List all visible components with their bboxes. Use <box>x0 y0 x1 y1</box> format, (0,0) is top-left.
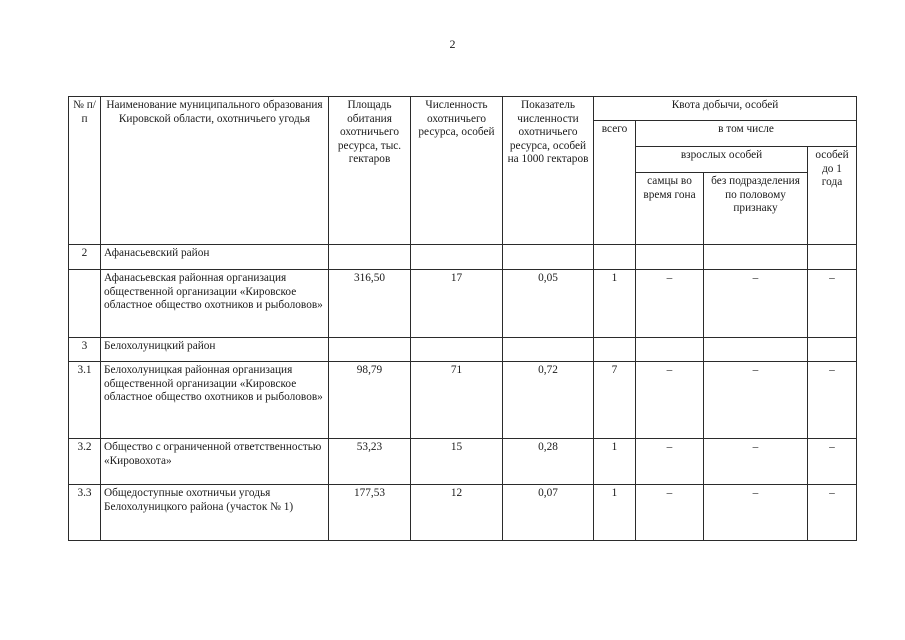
cell-num: 3.3 <box>69 485 101 541</box>
cell-under1 <box>808 338 857 362</box>
cell-males <box>636 245 704 270</box>
cell-density: 0,05 <box>503 270 594 338</box>
cell-count: 17 <box>411 270 503 338</box>
header-num: № п/п <box>69 97 101 245</box>
cell-area: 53,23 <box>329 439 411 485</box>
cell-males: – <box>636 362 704 439</box>
cell-nosex: – <box>704 439 808 485</box>
cell-males: – <box>636 270 704 338</box>
cell-males: – <box>636 439 704 485</box>
header-count: Численность охотничьего ресурса, особей <box>411 97 503 245</box>
cell-name: Общедоступные охотничьи угодья Белохолуницкого района (участок № 1) <box>101 485 329 541</box>
cell-area: 316,50 <box>329 270 411 338</box>
header-nosex: без подразделения по половому признаку <box>704 173 808 245</box>
header-area: Площадь обитания охотничьего ресурса, тыс. гектаров <box>329 97 411 245</box>
header-quota: Квота добычи, особей <box>594 97 857 121</box>
header-under1: особей до 1 года <box>808 147 857 245</box>
cell-density: 0,72 <box>503 362 594 439</box>
cell-under1: – <box>808 439 857 485</box>
cell-total: 1 <box>594 485 636 541</box>
cell-area <box>329 338 411 362</box>
cell-density <box>503 245 594 270</box>
cell-area: 98,79 <box>329 362 411 439</box>
cell-total: 1 <box>594 439 636 485</box>
page-number: 2 <box>449 37 456 51</box>
cell-num: 3.2 <box>69 439 101 485</box>
cell-count: 12 <box>411 485 503 541</box>
cell-name: Белохолуницкий район <box>101 338 329 362</box>
cell-under1: – <box>808 270 857 338</box>
header-males: самцы во время гона <box>636 173 704 245</box>
cell-nosex: – <box>704 485 808 541</box>
cell-total: 7 <box>594 362 636 439</box>
cell-total: 1 <box>594 270 636 338</box>
cell-density: 0,07 <box>503 485 594 541</box>
header-adults: взрослых особей <box>636 147 808 173</box>
cell-count <box>411 338 503 362</box>
cell-num: 3.1 <box>69 362 101 439</box>
cell-name: Афанасьевская районная организация общественной организации «Кировское областное общество охотников и рыболовов» <box>101 270 329 338</box>
cell-density: 0,28 <box>503 439 594 485</box>
cell-name: Общество с ограниченной ответственностью «Кировохота» <box>101 439 329 485</box>
header-density: Показатель численности охотничьего ресурса, особей на 1000 гектаров <box>503 97 594 245</box>
cell-area <box>329 245 411 270</box>
header-name: Наименование муниципального образования Кировской области, охотничьего угодья <box>101 97 329 245</box>
cell-name: Афанасьевский район <box>101 245 329 270</box>
table-row <box>69 362 857 439</box>
cell-name: Белохолуницкая районная организация общественной организации «Кировское областное общество охотников и рыболовов» <box>101 362 329 439</box>
table-row <box>69 270 857 338</box>
table-row <box>69 338 857 362</box>
cell-count: 15 <box>411 439 503 485</box>
cell-density <box>503 338 594 362</box>
table-row <box>69 439 857 485</box>
cell-total <box>594 338 636 362</box>
cell-num: 2 <box>69 245 101 270</box>
cell-males <box>636 338 704 362</box>
cell-under1: – <box>808 362 857 439</box>
table-row <box>69 245 857 270</box>
cell-nosex: – <box>704 270 808 338</box>
cell-nosex <box>704 338 808 362</box>
cell-under1 <box>808 245 857 270</box>
cell-count: 71 <box>411 362 503 439</box>
table-row <box>69 485 857 541</box>
cell-males: – <box>636 485 704 541</box>
header-total: всего <box>594 121 636 245</box>
cell-under1: – <box>808 485 857 541</box>
cell-nosex <box>704 245 808 270</box>
cell-num: 3 <box>69 338 101 362</box>
cell-num <box>69 270 101 338</box>
cell-area: 177,53 <box>329 485 411 541</box>
cell-count <box>411 245 503 270</box>
cell-nosex: – <box>704 362 808 439</box>
header-including: в том числе <box>636 121 857 147</box>
cell-total <box>594 245 636 270</box>
quota-table <box>68 96 857 541</box>
